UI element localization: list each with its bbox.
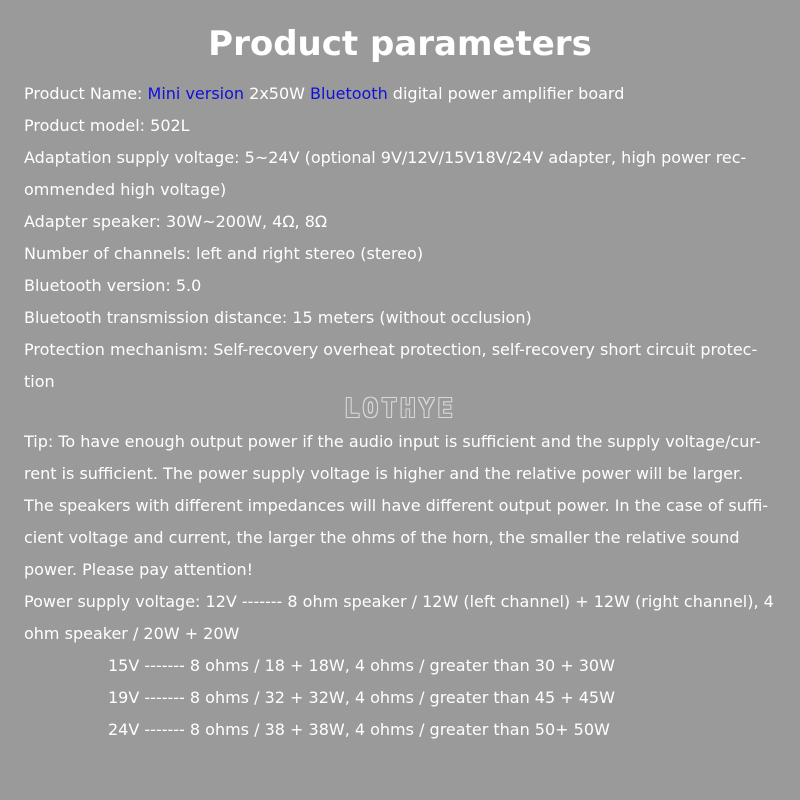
brand-watermark: LOTHYE — [344, 394, 456, 424]
product-name-rest: digital power amplifier board — [387, 84, 625, 103]
product-name-highlight-mini: Mini version — [147, 84, 245, 103]
power-voltage-line-1: Power supply voltage: 12V ------- 8 ohm speaker / 12W (left channel) + 12W (right channel), 4 — [24, 592, 774, 611]
voltage-24v-line: 24V ------- 8 ohms / 38 + 38W, 4 ohms / greater than 50+ 50W — [108, 720, 610, 739]
supply-voltage-line-2: ommended high voltage) — [24, 180, 227, 199]
tip-section — [24, 426, 776, 746]
power-voltage-line-2: ohm speaker / 20W + 20W — [24, 624, 240, 643]
voltage-15v-line: 15V ------- 8 ohms / 18 + 18W, 4 ohms / greater than 30 + 30W — [108, 656, 615, 675]
tip-line: Tip: To have enough output power if the audio input is sufficient and the supply voltage/cur- — [24, 432, 761, 451]
protection-line-1: Protection mechanism: Self-recovery overheat protection, self-recovery short circuit protec- — [24, 340, 758, 359]
protection-line-2: tion — [24, 372, 55, 391]
product-name-mid: 2x50W — [244, 84, 311, 103]
bluetooth-distance-line: Bluetooth transmission distance: 15 meters (without occlusion) — [24, 308, 532, 327]
tip-line: The speakers with different impedances will have different output power. In the case of suffi- — [24, 496, 769, 515]
voltage-19v-line: 19V ------- 8 ohms / 32 + 32W, 4 ohms / greater than 45 + 45W — [108, 688, 615, 707]
product-name-line — [24, 78, 776, 110]
product-name-highlight-bluetooth: Bluetooth — [310, 84, 388, 103]
parameters-list — [24, 78, 776, 398]
page-title: Product parameters — [208, 24, 592, 64]
tip-line: rent is sufficient. The power supply voltage is higher and the relative power will be larger. — [24, 464, 744, 483]
bluetooth-version-line: Bluetooth version: 5.0 — [24, 276, 202, 295]
tip-line: cient voltage and current, the larger the ohms of the horn, the smaller the relative sound — [24, 528, 740, 547]
adapter-speaker-line: Adapter speaker: 30W~200W, 4Ω, 8Ω — [24, 212, 328, 231]
supply-voltage-line-1: Adaptation supply voltage: 5~24V (optional 9V/12V/15V18V/24V adapter, high power rec- — [24, 148, 747, 167]
product-name-label: Product Name: — [24, 84, 148, 103]
channels-line: Number of channels: left and right stereo (stereo) — [24, 244, 424, 263]
product-model-line: Product model: 502L — [24, 116, 190, 135]
tip-line: power. Please pay attention! — [24, 560, 254, 579]
